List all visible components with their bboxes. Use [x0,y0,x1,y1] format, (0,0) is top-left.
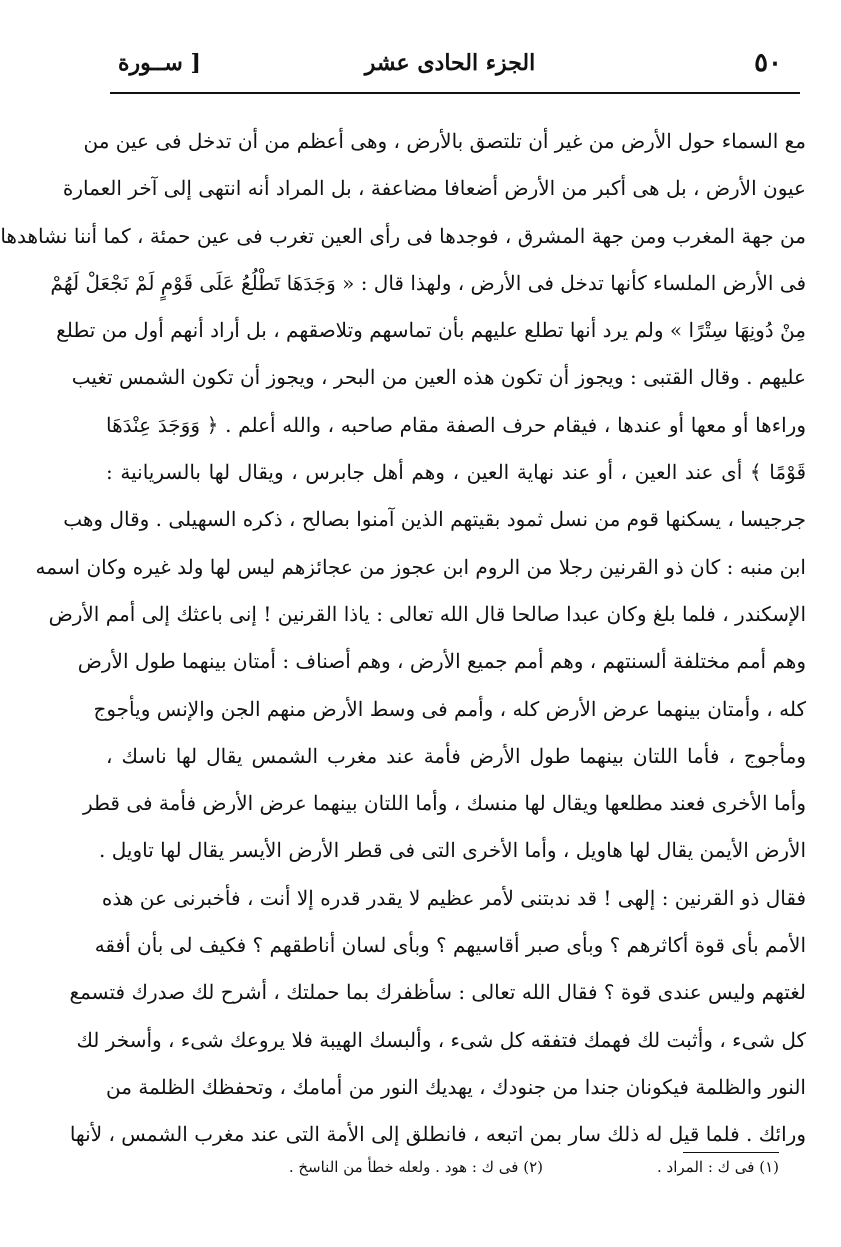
text-line: كل شىء ، وأثبت لك فهمك فتفقه كل شىء ، وألبسك الهيبة فلا يروعك شىء ، وأسخر لك [76,1027,806,1052]
text-line: قَوْمًا ﴾ أى عند العين ، أو عند نهاية العين ، وهم أهل جابرس ، ويقال لها بالسريانية : [106,460,806,485]
page-number: ٥٠ [754,48,782,78]
text-line: الأمم بأى قوة أكاثرهم ؟ وبأى صبر أقاسيهم ؟ وبأى لسان أناطقهم ؟ فكيف لى بأن أفقه [94,933,806,958]
text-line: فقال ذو القرنين : إلهى ! قد ندبتنى لأمر عظيم لا يقدر قدره إلا أنت ، فأخبرنى عن هذه [101,885,806,910]
text-line: النور والظلمة فيكونان جندا من جنودك ، يهديك النور من أمامك ، وتحفظك الظلمة من [106,1074,806,1099]
body-text [0,118,806,1159]
text-line: فى الأرض الملساء كأنها تدخل فى الأرض ، ولهذا قال : « وَجَدَهَا تَطْلُعُ عَلَى قَوْمٍ لَمْ نَجْعَلْ لَهُمْ [50,270,806,295]
text-line: كله ، وأمتان بينهما عرض الأرض كله ، وأمم فى وسط الأرض منهم الجن والإنس ويأجوج [93,696,806,721]
text-line: لغتهم وليس عندى قوة ؟ فقال الله تعالى : سأظفرك بما حملتك ، أشرح لك صدرك فتسمع [69,980,806,1005]
text-line: وراءها أو معها أو عندها ، فيقام حرف الصفة مقام صاحبه ، والله أعلم . ﴿ وَوَجَدَ عِنْدَهَا [106,412,806,437]
text-line: وهم أمم مختلفة ألسنتهم ، وهم أمم جميع الأرض ، وهم أصناف : أمتان بينهما طول الأرض [77,649,806,674]
text-line: ومأجوج ، فأما اللتان بينهما طول الأرض فأمة عند مغرب الشمس يقال لها ناسك ، [106,743,806,768]
text-line: مع السماء حول الأرض من غير أن تلتصق بالأرض ، وهى أعظم من أن تدخل فى عين من [83,129,806,153]
text-line: الإسكندر ، فلما بلغ وكان عبدا صالحا قال الله تعالى : ياذا القرنين ! إنى باعثك إلى أمم الأرض [48,601,806,626]
text-line: من جهة المغرب ومن جهة المشرق ، فوجدها فى رأى العين تغرب فى عين حمئة ، كما أننا نشاهدها [0,223,806,248]
header-divider [110,92,800,94]
text-line: مِنْ دُونِهَا سِتْرًا » ولم يرد أنها تطلع عليهم بأن تماسهم وتلاصقهم ، بل أراد أنهم أول من تطلع [56,318,806,343]
footnote-divider [683,1152,779,1153]
text-line: ابن منبه : كان ذو القرنين رجلا من الروم ابن عجوز من عجائزهم ليس لها ولد غيره وكان اسمه [35,554,806,579]
running-header [110,42,790,92]
surah-label: [ ســورة [118,50,201,76]
text-line: الأرض الأيمن يقال لها هاويل ، وأما الأخرى التى فى قطر الأرض الأيسر يقال لها تاويل . [99,838,806,863]
footnote-2: (٢) فى ك : هود . ولعله خطأ من الناسخ . [288,1158,543,1176]
text-line: ورائك . فلما قيل له ذلك سار بمن اتبعه ، فانطلق إلى الأمة التى عند مغرب الشمس ، لأنها [69,1122,806,1147]
footnotes [219,1158,779,1188]
part-title: الجزء الحادى عشر [364,50,536,76]
footnote-1: (١) فى ك : المراد . [656,1158,779,1176]
text-line: عيون الأرض ، بل هى أكبر من الأرض أضعافا مضاعفة ، بل المراد أنه انتهى إلى آخر العمارة [62,176,806,201]
text-line: وأما الأخرى فعند مطلعها ويقال لها منسك ، وأما اللتان بينهما عرض الأرض فأمة فى قطر [82,791,806,816]
text-line: جرجيسا ، يسكنها قوم من نسل ثمود بقيتهم الذين آمنوا بصالح ، ذكره السهيلى . وقال وهب [63,507,806,532]
text-line: عليهم . وقال القتبى : ويجوز أن تكون هذه العين من البحر ، ويجوز أن تكون الشمس تغيب [71,365,806,390]
